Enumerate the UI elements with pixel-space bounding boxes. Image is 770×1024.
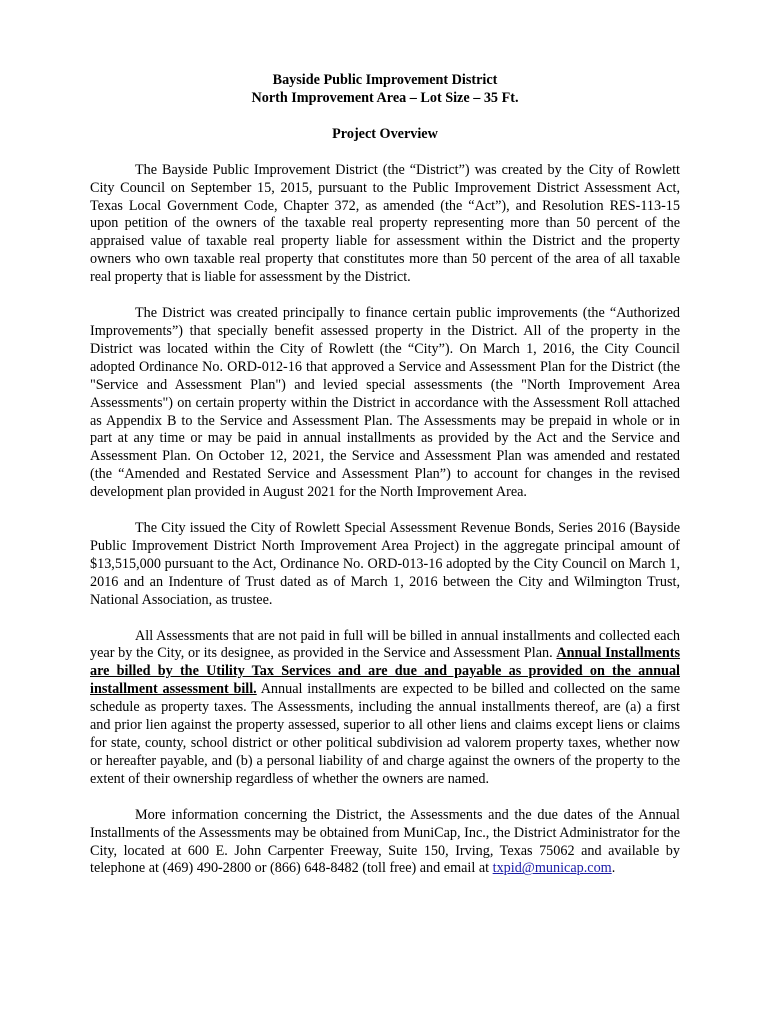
paragraph-district-creation: The Bayside Public Improvement District (the “District”) was created by the City of Rowlett City Council on September 15, 2015, pursuant to the Public Improvement District Assessment Act, Texas Local Government Code, Chapter 372, as amended (the “Act”), and Resolution RES-113-15 upon petition of the owners of the taxable real property representing more than 50 percent of the appraised value of taxable real property liable for assessment within the District and the property owners who own taxable real property that constitutes more than 50 percent of the area of all taxable real property that is liable for assessment by the District.	[90, 161, 680, 286]
assessments-text-end: Annual installments are expected to be billed and collected on the same schedule as property taxes. The Assessments, including the annual installments thereof, are (a) a first and prior lien against the property assessed, superior to all other liens and claims except liens or claims for state, county, school district or other political subdivision ad valorem property taxes, whether now or hereafter payable, and (b) a personal liability of and charge against the owners of the property to the extent of their ownership regardless of whether the owners are named.	[90, 681, 680, 787]
contact-text-end: .	[611, 860, 616, 877]
title-line-area: North Improvement Area – Lot Size – 35 Ft.	[251, 89, 519, 106]
paragraph-contact-info	[90, 807, 680, 879]
document-title	[90, 72, 680, 108]
email-link[interactable]: txpid@municap.com	[492, 860, 612, 877]
document-page	[90, 72, 680, 896]
billing-notice: Annual Installments are billed by the Utility Tax Services and are due and payable as provided on the annual installment assessment bill.	[90, 645, 681, 698]
title-line-district: Bayside Public Improvement District	[272, 72, 498, 88]
paragraph-authorized-improvements: The District was created principally to finance certain public improvements (the “Authorized Improvements”) that specially benefit assessed property in the District. All of the property in the District was located within the City of Rowlett (the “City”). On March 1, 2016, the City Council adopted Ordinance No. ORD-012-16 that approved a Service and Assessment Plan for the District (the "Service and Assessment Plan") and levied special assessments (the "North Improvement Area Assessments") on certain property within the District in accordance with the Assessment Roll attached as Appendix B to the Service and Assessment Plan. The Assessments may be prepaid in whole or in part at any time or may be paid in annual installments as provided by the Act and the Service and Assessment Plan. On October 12, 2021, the Service and Assessment Plan was amended and restated (the “Amended and Restated Service and Assessment Plan”) to account for changes in the revised development plan provided in August 2021 for the North Improvement Area.	[90, 305, 680, 501]
paragraph-assessments	[90, 628, 680, 789]
paragraph-bonds: The City issued the City of Rowlett Special Assessment Revenue Bonds, Series 2016 (Bayside Public Improvement District North Improvement Area Project) in the aggregate principal amount of $13,515,000 pursuant to the Act, Ordinance No. ORD-013-16 adopted by the City Council on March 1, 2016 and an Indenture of Trust dated as of March 1, 2016 between the City and Wilmington Trust, National Association, as trustee.	[90, 520, 680, 608]
contact-text: More information concerning the District, the Assessments and the due dates of the Annual Installments of the Assessments may be obtained from MuniCap, Inc., the District Administrator for the City, located at 600 E. John Carpenter Freeway, Suite 150, Irving, Texas 75062 and available by telephone at (469) 490-2800 or (866) 648-8482 (toll free) and email at	[90, 806, 680, 877]
assessments-text-start: All Assessments that are not paid in full will be billed in annual installments and collected each year by the City, or its designee, as provided in the Service and Assessment Plan.	[90, 627, 680, 662]
section-title: Project Overview	[332, 125, 438, 142]
